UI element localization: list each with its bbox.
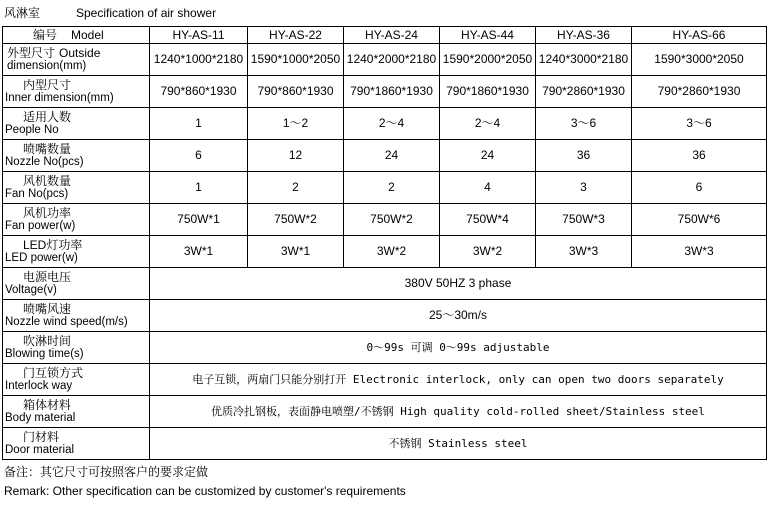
spec-value: 24 [344,140,440,172]
spec-value: 1590*1000*2050 [248,44,344,76]
spec-value: 24 [440,140,536,172]
spec-value: 790*860*1930 [248,76,344,108]
spec-value: 750W*1 [150,204,248,236]
spec-value: 1240*1000*2180 [150,44,248,76]
spec-value: 3W*2 [440,236,536,268]
spec-value: 750W*6 [632,204,767,236]
spec-value: 1 [150,172,248,204]
spec-value: 1 [150,108,248,140]
spec-row-fan-no [3,172,767,204]
spec-value: 2～4 [440,108,536,140]
spec-value: 3W*3 [536,236,632,268]
spec-value: 3～6 [536,108,632,140]
row-label: LED灯功率 LED power(w) [3,236,150,268]
spec-row-inner-dimension [3,76,767,108]
model-header: HY-AS-36 [536,27,632,44]
remark-en: Remark: Other specification can be customized by customer's requirements [4,484,406,498]
spec-row-blowing-time [3,332,767,364]
spec-value: 12 [248,140,344,172]
spec-value: 6 [150,140,248,172]
spec-value: 750W*2 [344,204,440,236]
row-label: 喷嘴风速 Nozzle wind speed(m/s) [3,300,150,332]
spec-value: 750W*3 [536,204,632,236]
header-row [3,27,767,44]
spec-value: 1～2 [248,108,344,140]
spec-value-merged: 25～30m/s [150,300,767,332]
row-label: 箱体材料 Body material [3,396,150,428]
row-label: 风机数量 Fan No(pcs) [3,172,150,204]
row-label: 适用人数 People No [3,108,150,140]
spec-value: 790*2860*1930 [632,76,767,108]
model-header: HY-AS-66 [632,27,767,44]
row-label: 吹淋时间 Blowing time(s) [3,332,150,364]
spec-table [2,26,767,460]
spec-row-interlock-way [3,364,767,396]
spec-row-nozzle-wind-speed [3,300,767,332]
spec-row-voltage [3,268,767,300]
spec-row-outside-dimension [3,44,767,76]
spec-value: 2 [248,172,344,204]
model-header: HY-AS-24 [344,27,440,44]
spec-value: 790*860*1930 [150,76,248,108]
spec-value: 3～6 [632,108,767,140]
spec-value: 3 [536,172,632,204]
spec-value: 2 [344,172,440,204]
row-label: 内型尺寸 Inner dimension(mm) [3,76,150,108]
spec-row-led-power [3,236,767,268]
spec-value-merged: 0～99s 可调 0～99s adjustable [150,332,767,364]
row-label: 门材料 Door material [3,428,150,460]
spec-value: 1240*2000*2180 [344,44,440,76]
spec-value: 750W*4 [440,204,536,236]
row-label: 电源电压 Voltage(v) [3,268,150,300]
spec-value: 6 [632,172,767,204]
header-label-cell [3,27,150,44]
spec-value: 790*1860*1930 [344,76,440,108]
spec-row-door-material [3,428,767,460]
model-header: HY-AS-22 [248,27,344,44]
row-label: 外型尺寸 Outside dimension(mm) [3,44,150,76]
row-label: 门互锁方式 Interlock way [3,364,150,396]
row-label-en-part: Outside [59,45,101,60]
header-label-cn: 编号 [33,27,58,42]
spec-value: 3W*1 [248,236,344,268]
spec-value: 750W*2 [248,204,344,236]
spec-value-merged: 优质冷扎钢板，表面静电喷塑/不锈钢 High quality cold-rolled sheet/Stainless steel [150,396,767,428]
model-header: HY-AS-44 [440,27,536,44]
spec-value: 36 [536,140,632,172]
spec-value: 3W*1 [150,236,248,268]
title-en: Specification of air shower [76,6,217,20]
title-cn: 风淋室 [4,6,41,20]
spec-value: 36 [632,140,767,172]
spec-value: 4 [440,172,536,204]
spec-value: 790*2860*1930 [536,76,632,108]
remark-cn: 备注：其它尺寸可按照客户的要求定做 [4,465,209,479]
spec-row-fan-power [3,204,767,236]
remarks [4,463,406,501]
spec-value-merged: 电子互锁，两扇门只能分别打开 Electronic interlock, only can open two doors separately [150,364,767,396]
spec-value-merged: 不锈钢 Stainless steel [150,428,767,460]
spec-value-merged: 380V 50HZ 3 phase [150,268,767,300]
spec-row-nozzle-no [3,140,767,172]
document-title [4,4,216,22]
row-label: 风机功率 Fan power(w) [3,204,150,236]
spec-row-people-no [3,108,767,140]
spec-value: 2～4 [344,108,440,140]
model-header: HY-AS-11 [150,27,248,44]
spec-row-body-material [3,396,767,428]
row-label: 喷嘴数量 Nozzle No(pcs) [3,140,150,172]
spec-value: 1590*2000*2050 [440,44,536,76]
spec-value: 1240*3000*2180 [536,44,632,76]
spec-value: 790*1860*1930 [440,76,536,108]
spec-value: 3W*2 [344,236,440,268]
header-label-en: Model [71,27,104,42]
spec-value: 3W*3 [632,236,767,268]
spec-value: 1590*3000*2050 [632,44,767,76]
